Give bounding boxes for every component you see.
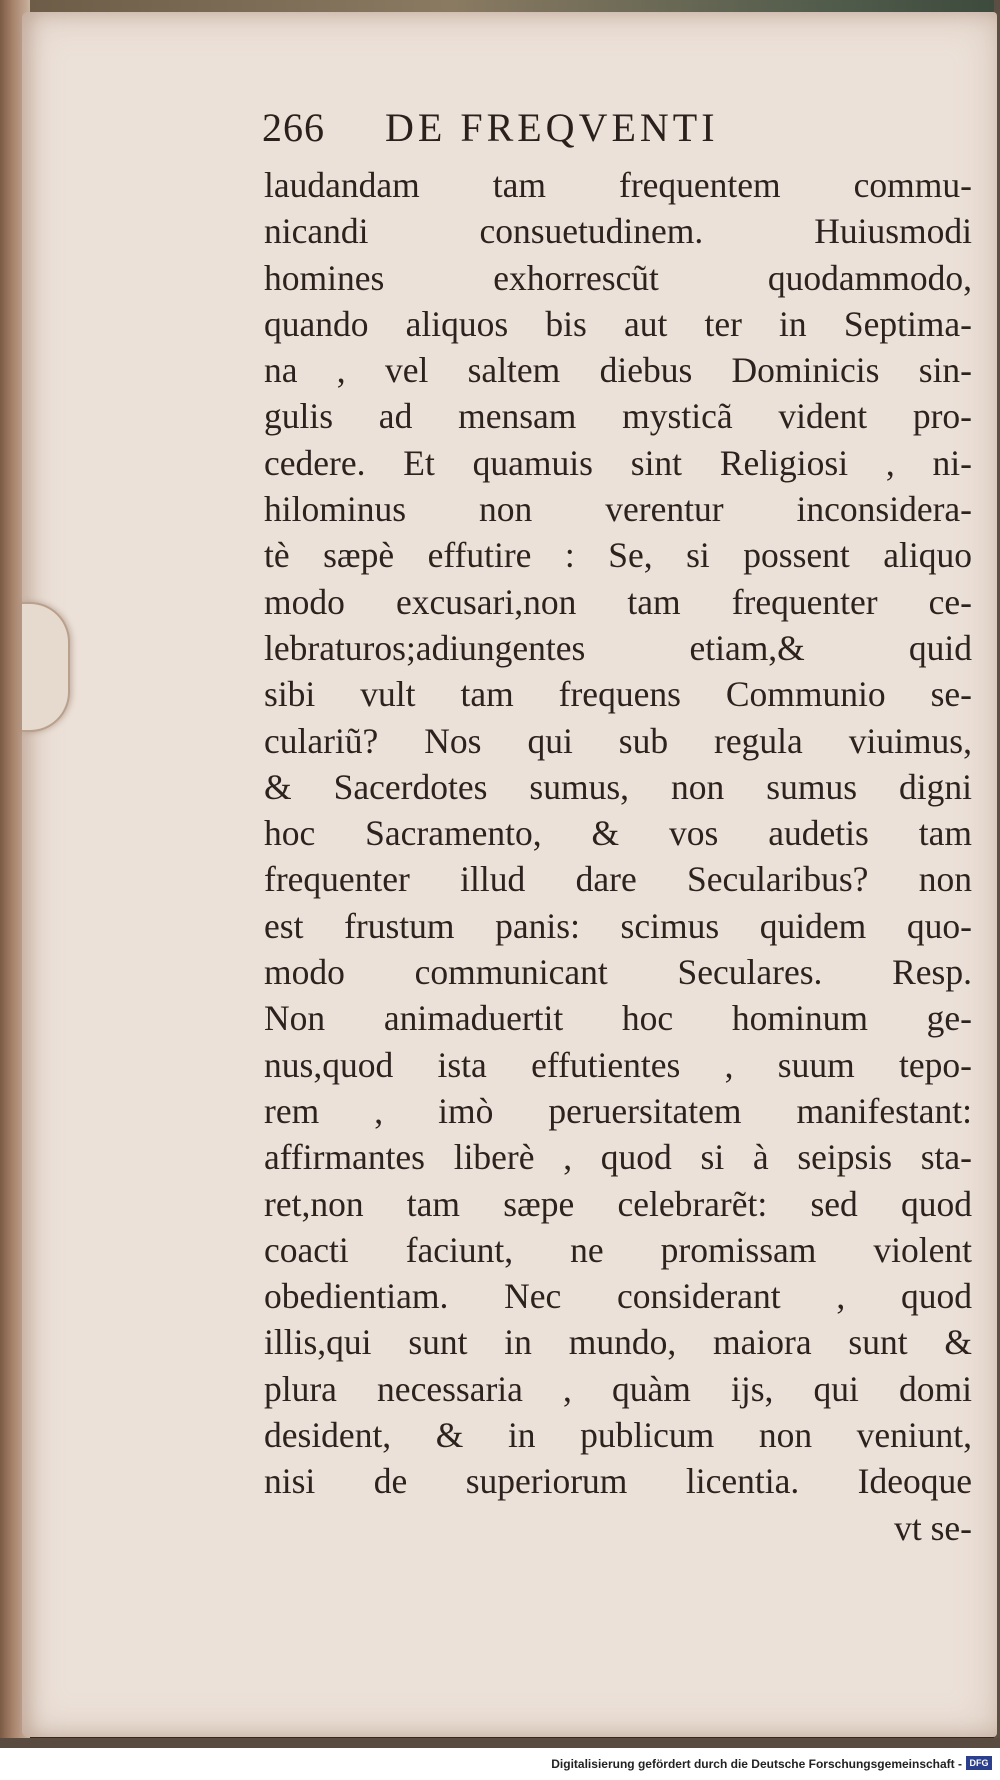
- text-line: nicandi consuetudinem. Huiusmodi: [264, 211, 972, 252]
- text-line: na , vel saltem diebus Dominicis sin-: [264, 350, 972, 391]
- text-line: rem , imò peruersitatem manifestant:: [264, 1090, 972, 1131]
- text-line: obedientiam. Nec considerant , quod: [264, 1276, 972, 1317]
- text-line: modo communicant Seculares. Resp.: [264, 952, 972, 993]
- text-line: homines exhorrescũt quodammodo,: [264, 257, 972, 298]
- text-line: frequenter illud dare Secularibus? non: [264, 859, 972, 900]
- text-line: ret,non tam sæpe celebrarẽt: sed quod: [264, 1183, 972, 1224]
- funding-credit: Digitalisierung gefördert durch die Deutsche Forschungsgemeinschaft -: [551, 1757, 962, 1771]
- dfg-logo: DFG: [966, 1756, 992, 1770]
- text-line: Non animaduertit hoc hominum ge-: [264, 998, 972, 1039]
- text-line: nus,quod ista effutientes , suum tepo-: [264, 1044, 972, 1085]
- text-line: hilominus non verentur inconsidera-: [264, 489, 972, 530]
- catchword: vt se-: [894, 1507, 972, 1548]
- footer-bar: [0, 1748, 1000, 1780]
- text-line: hoc Sacramento, & vos audetis tam: [264, 813, 972, 854]
- text-line: nisi de superiorum licentia. Ideoque: [264, 1461, 972, 1502]
- page-number: 266: [262, 105, 325, 150]
- text-line: quando aliquos bis aut ter in Septima-: [264, 303, 972, 344]
- text-line: sibi vult tam frequens Communio se-: [264, 674, 972, 715]
- text-line: plura necessaria , quàm ijs, qui domi: [264, 1368, 972, 1409]
- text-line: culariũ? Nos qui sub regula viuimus,: [264, 720, 972, 761]
- text-line: & Sacerdotes sumus, non sumus digni: [264, 766, 972, 807]
- text-line: desident, & in publicum non veniunt,: [264, 1415, 972, 1456]
- text-line: cedere. Et quamuis sint Religiosi , ni-: [264, 442, 972, 483]
- page-tab: [22, 602, 70, 732]
- text-line: laudandam tam frequentem commu-: [264, 165, 972, 205]
- text-line: modo excusari,non tam frequenter ce-: [264, 581, 972, 622]
- running-title: DE FREQVENTI: [385, 105, 719, 150]
- text-line: affirmantes liberè , quod si à seipsis sta-: [264, 1137, 972, 1178]
- text-line: illis,qui sunt in mundo, maiora sunt &: [264, 1322, 972, 1363]
- text-line: lebraturos;adiungentes etiam,& quid: [264, 627, 972, 668]
- text-line: gulis ad mensam mysticã vident pro-: [264, 396, 972, 437]
- book-bottom-edge: [0, 1738, 1000, 1748]
- text-line: est frustum panis: scimus quidem quo-: [264, 905, 972, 946]
- running-header: [262, 104, 719, 151]
- text-line: coacti faciunt, ne promissam violent: [264, 1229, 972, 1270]
- page-body-text: [264, 162, 972, 1551]
- text-line: tè sæpè effutire : Se, si possent aliquo: [264, 535, 972, 576]
